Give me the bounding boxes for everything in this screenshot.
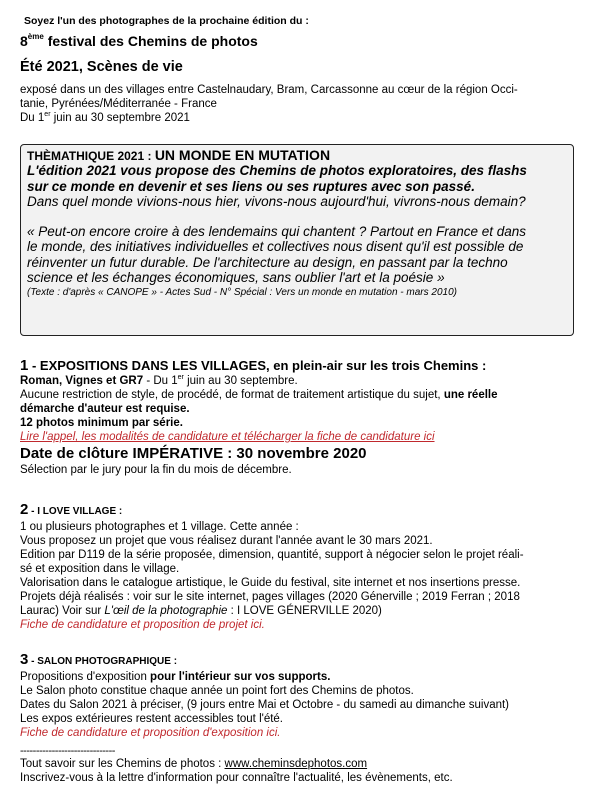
jury-selection: Sélection par le jury pour la fin du mois de décembre. xyxy=(20,464,292,476)
section-1-line-b: démarche d'auteur est requise. xyxy=(20,403,190,415)
section-2-line-4: sé et exposition dans le village. xyxy=(20,563,180,575)
festival-title xyxy=(20,32,580,50)
section-3-line-1-normal: Propositions d'exposition xyxy=(20,671,147,683)
line-a-normal: Aucune restriction de style, de procédé, de format de traitement artistique du sujet, xyxy=(20,389,441,401)
location-line-1: exposé dans un des villages entre Castelnaudary, Bram, Carcassonne au cœur de la région Occi- xyxy=(20,84,518,96)
section-3-line-3: Dates du Salon 2021 à préciser, (9 jours entre Mai et Octobre - du samedi au dimanche suivant) xyxy=(20,699,510,711)
theme-bold-line-2: sur ce monde en devenir et ses liens ou ses ruptures avec son passé. xyxy=(27,178,475,194)
section-2-line-7 xyxy=(20,604,580,618)
section-1-heading-rest: en plein-air sur les trois Chemins : xyxy=(269,358,487,373)
deadline: Date de clôture IMPÉRATIVE : 30 novembre 2020 xyxy=(20,445,367,462)
section-3-title xyxy=(20,652,580,670)
section-1-paths xyxy=(20,374,580,388)
paths-suffix: juin au 30 septembre. xyxy=(183,375,298,387)
season-title: Été 2021, Scènes de vie xyxy=(20,59,183,75)
dates-sup: er xyxy=(44,111,51,118)
section-2-last-italic[interactable]: L'œil de la photographie xyxy=(104,605,228,617)
footer-separator: ------------------------------ xyxy=(20,745,115,757)
footer-newsletter: Inscrivez-vous à la lettre d'information pour connaître l'actualité, les évènements, etc. xyxy=(20,772,453,784)
theme-label: THÈMATHIQUE 2021 : xyxy=(27,149,155,163)
intro-heading: Soyez l'un des photographes de la prochaine édition du : xyxy=(24,15,309,27)
theme-bold-line-1: L'édition 2021 vous propose des Chemins de photos exploratoires, des flashs xyxy=(27,163,527,178)
festival-dates xyxy=(20,111,580,125)
paths-bold: Roman, Vignes et GR7 xyxy=(20,375,144,387)
section-3-line-2: Le Salon photo constitue chaque année un point fort des Chemins de photos. xyxy=(20,685,414,697)
section-3-line-4: Les expos extérieures restent accessibles tout l'été. xyxy=(20,713,284,725)
section-3-heading: - SALON PHOTOGRAPHIQUE : xyxy=(28,656,178,667)
section-salon xyxy=(20,652,580,740)
location-line-2: tanie, Pyrénées/Méditerranée - France xyxy=(20,98,217,110)
section-1-heading: - EXPOSITIONS DANS LES VILLAGES, xyxy=(28,358,270,373)
theme-quote-line-2: le monde, des initiatives individuelles et collectives nous disent qu'il est possible de xyxy=(27,239,524,254)
section-1-line-c: 12 photos minimum par série. xyxy=(20,417,183,429)
section-3-line-1-bold: pour l'intérieur sur vos supports. xyxy=(146,671,331,683)
line-a-bold: une réelle xyxy=(440,389,498,401)
section-2-line-5: Valorisation dans le catalogue artistique, le Guide du festival, site internet et nos insertions presse. xyxy=(20,577,521,589)
dates-prefix: Du 1 xyxy=(20,112,45,124)
dates-suffix: juin au 30 septembre 2021 xyxy=(50,112,190,124)
flyer-page xyxy=(20,14,580,784)
footer-site-prefix: Tout savoir sur les Chemins de photos : xyxy=(20,758,225,770)
section-2-number: 2 xyxy=(20,501,29,518)
section-1-title xyxy=(20,358,580,374)
section-3-line-1 xyxy=(20,670,580,684)
theme-quote-line-4: science et les échanges économiques, sans oublier l'art et la poésie » xyxy=(27,270,445,285)
section-1-number: 1 xyxy=(20,357,29,374)
theme-question: Dans quel monde vivions-nous hier, vivons-nous aujourd'hui, vivrons-nous demain? xyxy=(27,194,526,209)
section-2-application-link[interactable]: Fiche de candidature et proposition de projet ici. xyxy=(20,619,265,631)
section-i-love-village xyxy=(20,502,580,632)
section-3-application-link[interactable]: Fiche de candidature et proposition d'exposition ici. xyxy=(20,727,281,739)
theme-quote-line-1: « Peut-on encore croire à des lendemains qui chantent ? Partout en France et dans xyxy=(27,223,527,239)
paths-prefix: - Du 1 xyxy=(143,375,178,387)
section-3-number: 3 xyxy=(20,651,29,668)
website-link[interactable]: www.cheminsdephotos.com xyxy=(224,758,368,770)
section-2-line-1: 1 ou plusieurs photographes et 1 village. Cette année : xyxy=(20,521,299,533)
section-2-heading: - I LOVE VILLAGE : xyxy=(28,506,123,517)
section-1-line-a xyxy=(20,388,580,402)
section-2-line-2: Vous proposez un projet que vous réalisez durant l'année avant le 30 mars 2021. xyxy=(20,535,433,547)
paths-sup: er xyxy=(177,374,184,381)
section-1-application-link[interactable]: Lire l'appel, les modalités de candidature et télécharger la fiche de candidature ici xyxy=(20,431,435,443)
section-2-last-suffix: : I LOVE GÉNERVILLE 2020) xyxy=(227,605,382,617)
theme-box xyxy=(20,144,574,336)
festival-ordinal: 8 xyxy=(20,33,28,49)
footer xyxy=(20,745,580,785)
section-2-line-3: Edition par D119 de la série proposée, dimension, quantité, support à négocier selon le projet réali- xyxy=(20,549,524,561)
section-2-line-6: Projets déjà réalisés : voir sur le site internet, pages villages (2020 Génerville ; 2019 Ferran ; 2018 xyxy=(20,591,520,603)
section-villages xyxy=(20,358,580,477)
location-block xyxy=(20,83,580,125)
section-2-title xyxy=(20,502,580,520)
theme-quote-line-3: réinventer un futur durable. De l'architecture au design, en passant par la techno xyxy=(27,254,508,270)
footer-site-line xyxy=(20,757,580,771)
festival-ordinal-sup: ème xyxy=(27,32,44,41)
theme-source: (Texte : d'après « CANOPE » - Actes Sud - N° Spécial : Vers un monde en mutation - mars 2010) xyxy=(27,286,457,298)
section-2-last-prefix: Laurac) Voir sur xyxy=(20,605,105,617)
theme-title: UN MONDE EN MUTATION xyxy=(154,147,331,163)
theme-heading xyxy=(27,148,567,163)
festival-name: festival des Chemins de photos xyxy=(43,33,258,49)
